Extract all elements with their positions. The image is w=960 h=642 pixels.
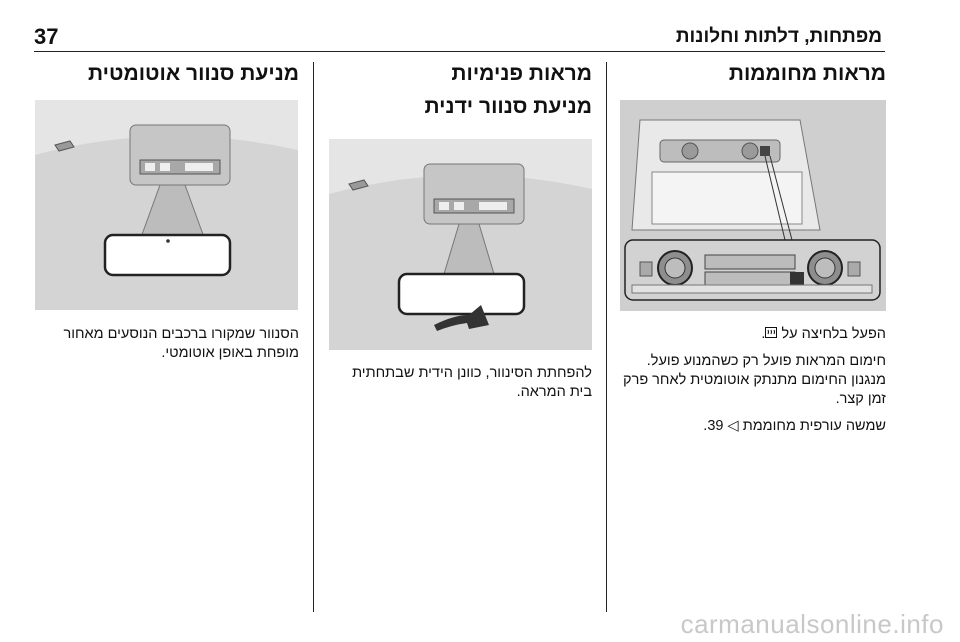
manual-anti-dazzle-text (326, 364, 592, 402)
automatic-anti-dazzle-figure (35, 100, 298, 310)
heated-mirrors-heading: מראות מחוממות (728, 62, 886, 85)
manual-anti-dazzle-heading: מניעת סנוור ידנית (424, 95, 592, 118)
column-automatic-anti-dazzle (34, 62, 299, 86)
column-interior-mirrors (326, 62, 592, 119)
header-rule (34, 51, 885, 52)
rear-window-heat-icon (765, 325, 777, 344)
heated-mirrors-instruction-text: הפעל בלחיצה על (781, 326, 886, 342)
watermark: carmanualsonline.info (680, 609, 944, 639)
page-header-title: מפתחות, דלתות וחלונות (675, 26, 882, 47)
automatic-anti-dazzle-description: הסנוור שמקורו ברכבים הנוסעים מאחור מופחת באופן אוטומטי. (63, 326, 299, 361)
column-divider-left (313, 62, 314, 612)
automatic-anti-dazzle-text (34, 325, 299, 363)
page-reference-icon: ◁ (727, 418, 739, 434)
heated-rear-window-reference[interactable]: שמשה עורפית מחוממת ◁ 39. (703, 418, 886, 434)
heated-mirrors-instruction-end: . (761, 326, 766, 342)
manual-anti-dazzle-description: להפחתת הסינוור, כוונן הידית שבתחתית בית המראה. (352, 365, 592, 400)
column-heated-mirrors (620, 62, 886, 86)
heated-mirrors-figure (620, 100, 886, 311)
heated-mirrors-text (620, 325, 886, 436)
manual-anti-dazzle-figure (329, 139, 592, 350)
page-number: 37 (34, 24, 59, 49)
heated-rear-window-reference-label: שמשה עורפית מחוממת (742, 418, 886, 434)
column-divider-right (606, 62, 607, 612)
automatic-anti-dazzle-heading: מניעת סנוור אוטומטית (88, 62, 299, 85)
heated-rear-window-page: 39 (707, 418, 724, 434)
heated-mirrors-description: חימום המראות פועל רק כשהמנוע פועל. מנגנון החימום מתנתק אוטומטית לאחר פרק זמן קצר. (623, 353, 886, 407)
interior-mirrors-heading: מראות פנימיות (451, 62, 592, 85)
heated-mirrors-instruction (620, 325, 886, 344)
